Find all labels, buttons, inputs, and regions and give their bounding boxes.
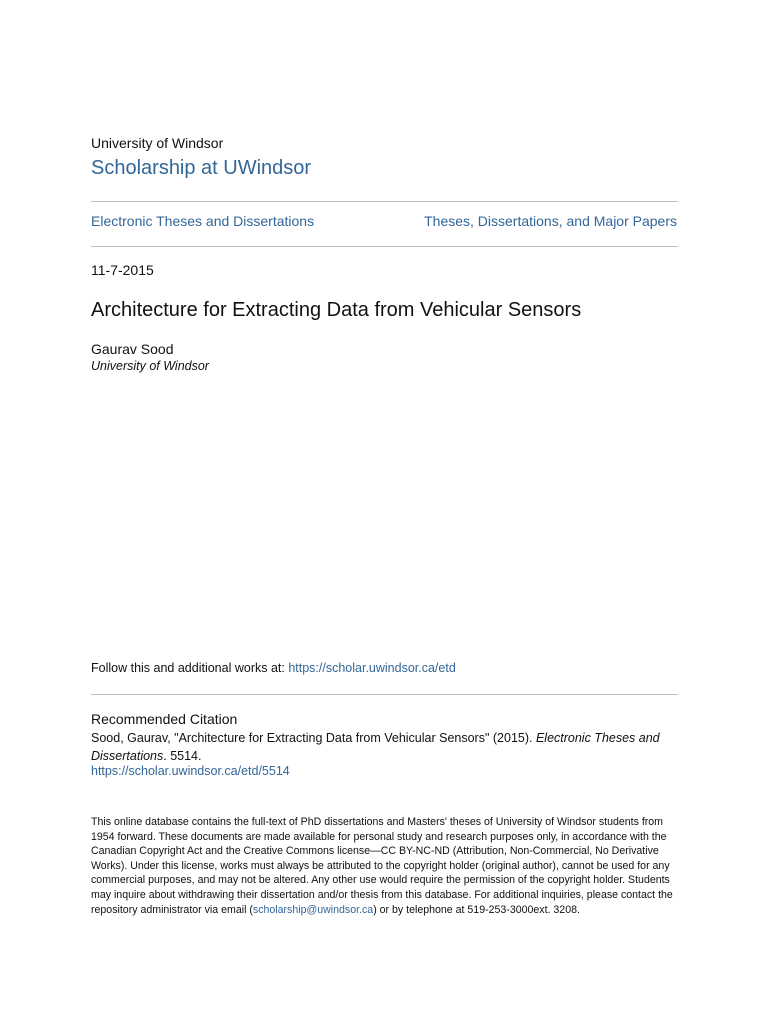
follow-link[interactable]: https://scholar.uwindsor.ca/etd [288, 661, 456, 675]
author-name: Gaurav Sood [91, 341, 174, 357]
series-link-etd[interactable]: Electronic Theses and Dissertations [91, 213, 315, 229]
institution-name: University of Windsor [91, 135, 224, 151]
series-link-major-papers[interactable]: Theses, Dissertations, and Major Papers [424, 213, 677, 229]
citation-text [91, 730, 678, 765]
follow-prefix: Follow this and additional works at: [91, 661, 289, 675]
citation-series: Electronic Theses and Dissertations [91, 731, 660, 763]
author-affiliation: University of Windsor [91, 359, 209, 373]
license-notice [91, 815, 681, 917]
citation-text-main: Sood, Gaurav, "Architecture for Extracting Data from Vehicular Sensors" (2015). [91, 731, 536, 745]
license-text-end: ) or by telephone at 519-253-3000ext. 3208. [373, 903, 580, 916]
document-title: Architecture for Extracting Data from Vehicular Sensors [91, 299, 582, 321]
citation-number: . 5514. [163, 748, 202, 763]
divider-citation [91, 694, 678, 695]
citation-heading: Recommended Citation [91, 711, 238, 727]
admin-email-link[interactable]: scholarship@uwindsor.ca [252, 903, 374, 916]
citation-url-link[interactable]: https://scholar.uwindsor.ca/etd/5514 [91, 764, 290, 778]
divider-series [91, 246, 678, 247]
divider-top [91, 201, 678, 202]
repository-link[interactable]: Scholarship at UWindsor [91, 157, 312, 179]
license-text: This online database contains the full-text of PhD dissertations and Masters' theses of University of Windsor students from 1954 forward. These documents are made available for personal study and research purposes only, in accordance with the Canadian Copyright Act and the Creative Commons license—CC BY-NC-ND (Attribution, Non-Commercial, No Derivative Works). Under this license, works must always be attributed to the copyright holder (original author), cannot be used for any commercial purposes, and may not be altered. Any other use would require the permission of the copyright holder. Students may inquire about withdrawing their dissertation and/or thesis from this database. For additional inquiries, please contact the repository administrator via email ( [91, 816, 673, 916]
publication-date: 11-7-2015 [91, 262, 154, 278]
follow-line [91, 661, 456, 675]
